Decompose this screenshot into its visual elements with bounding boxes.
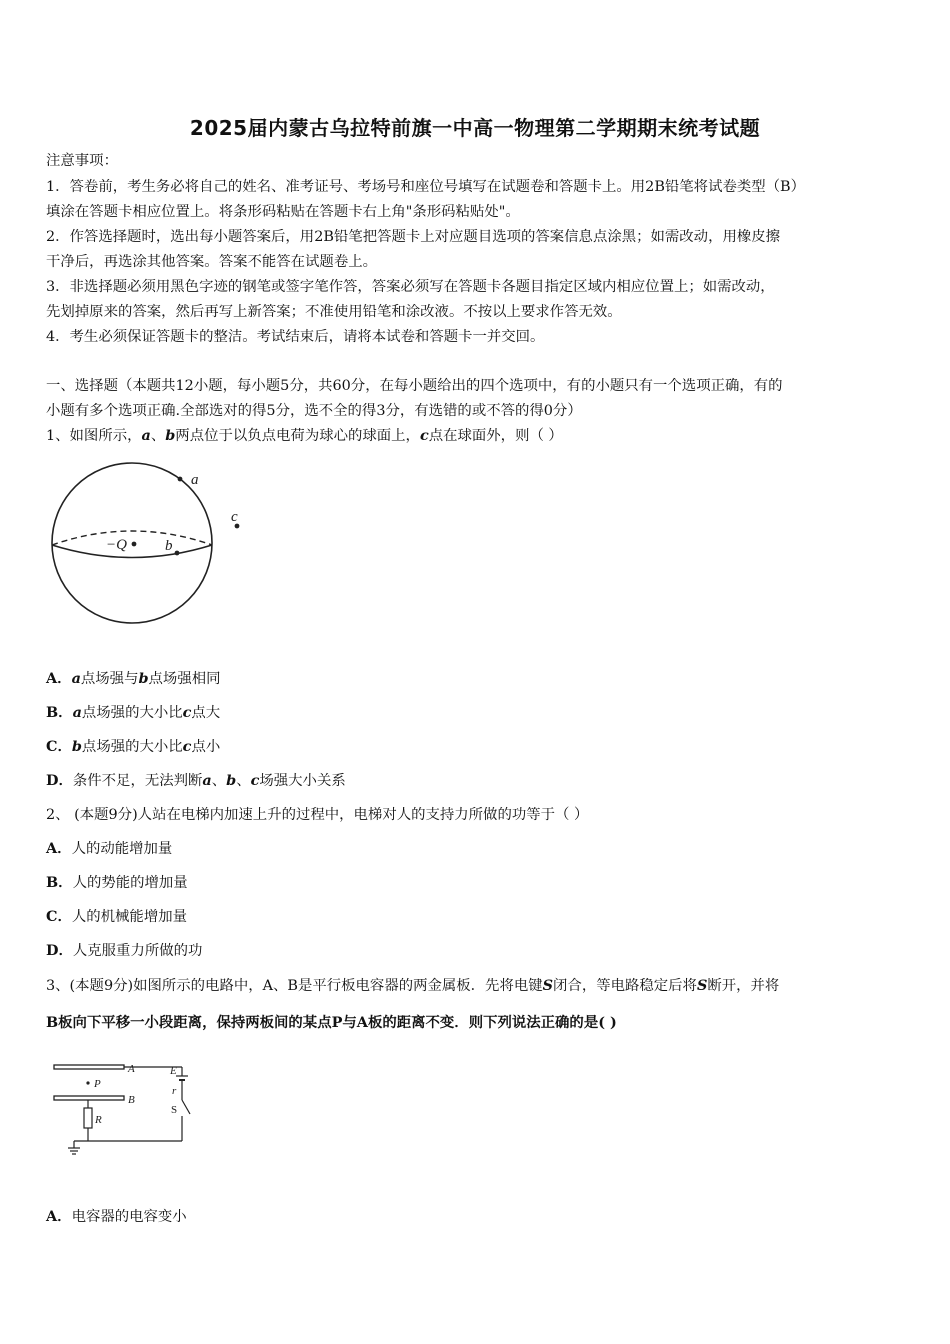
q1-stem [46, 427, 563, 445]
notice-line: 3．非选择题必须用黑色字迹的钢笔或签字笔作答，答案必须写在答题卡各题目指定区域内相应位置上；如需改动， [46, 279, 775, 295]
q3-option-a: A．电容器的电容变小 [46, 1208, 187, 1225]
notice-line: 1．答卷前，考生务必将自己的姓名、准考证号、考场号和座位号填写在试题卷和答题卡上。用2B铅笔将试卷类型（B） [46, 179, 805, 195]
point-c-label: c [231, 509, 238, 525]
q2-option-a: A．人的动能增加量 [46, 840, 173, 857]
notice-line: 2．作答选择题时，选出每小题答案后，用2B铅笔把答题卡上对应题目选项的答案信息点涂黑；如需改动，用橡皮擦 [46, 229, 781, 245]
q1-var-a: a [141, 427, 151, 444]
section-heading-line1: 一、选择题（本题共12小题，每小题5分，共60分，在每小题给出的四个选项中，有的小题只有一个选项正确，有的 [46, 378, 783, 394]
charge-label: −Q [106, 537, 127, 553]
notice-line: 4．考生必须保证答题卡的整洁。考试结束后，请将本试卷和答题卡一并交回。 [46, 329, 545, 345]
q1-option-b: B．a点场强的大小比c点大 [46, 704, 221, 721]
notice-heading: 注意事项： [46, 153, 118, 169]
plate-a-label: A [128, 1063, 135, 1075]
charge-dot [132, 542, 137, 547]
sphere-equator-front [52, 545, 212, 558]
q3-circuit-figure [44, 1056, 204, 1160]
switch-blade [182, 1100, 190, 1114]
q1-stem-mid: 两点位于以负点电荷为球心的球面上， [175, 428, 420, 444]
point-p-label: P [94, 1078, 101, 1090]
point-b-dot [175, 551, 180, 556]
notice-line: 先划掉原来的答案，然后再写上新答案；不准使用铅笔和涂改液。不按以上要求作答无效。 [46, 304, 622, 320]
q2-stem: 2、 (本题9分)人站在电梯内加速上升的过程中，电梯对人的支持力所做的功等于（ ） [46, 807, 589, 823]
q1-option-d: D．条件不足，无法判断a、b、c场强大小关系 [46, 772, 346, 789]
resistor-r [84, 1108, 92, 1128]
q1-stem-end: 点在球面外，则（ ） [428, 428, 563, 444]
point-b-label: b [165, 538, 173, 554]
battery-e-label: E [170, 1065, 177, 1077]
section-heading-line2: 小题有多个选项正确.全部选对的得5分，选不全的得3分，有选错的或不答的得0分） [46, 403, 582, 419]
q2-option-b: B．人的势能的增加量 [46, 874, 188, 891]
q1-stem-prefix: 1、如图所示， [46, 428, 142, 444]
q1-option-a: A．a点场强与b点场强相同 [46, 670, 221, 687]
q3-stem-line2: B板向下平移一小段距离，保持两板间的某点P与A板的距离不变．则下列说法正确的是( ) [46, 1014, 617, 1031]
resistor-r-label: R [95, 1114, 102, 1126]
page-title: 2025届内蒙古乌拉特前旗一中高一物理第二学期期末统考试题 [189, 116, 761, 140]
switch-s-label: S [171, 1104, 178, 1116]
notice-line: 填涂在答题卡相应位置上。将条形码粘贴在答题卡右上角"条形码粘贴处"。 [46, 204, 520, 220]
q2-option-c: C．人的机械能增加量 [46, 908, 187, 925]
notice-line: 干净后，再选涂其他答案。答案不能答在试题卷上。 [46, 254, 377, 270]
point-a-dot [178, 477, 183, 482]
plate-b-label: B [128, 1094, 135, 1106]
battery-r-label: r [172, 1085, 177, 1097]
q1-option-c: C．b点场强的大小比c点小 [46, 738, 221, 755]
point-a-label: a [191, 472, 199, 488]
plate-a [54, 1065, 124, 1069]
q1-var-c: c [419, 427, 429, 444]
q2-option-d: D．人克服重力所做的功 [46, 942, 203, 959]
q1-var-b: b [165, 427, 176, 444]
point-p-dot [86, 1081, 89, 1084]
q1-sphere-figure [44, 455, 254, 635]
q3-stem-line1: 3、(本题9分)如图所示的电路中，A、B是平行板电容器的两金属板．先将电键S闭合，等电路稳定后将S断开，并将 [46, 977, 780, 994]
plate-b [54, 1096, 124, 1100]
q1-sep: 、 [150, 428, 166, 444]
